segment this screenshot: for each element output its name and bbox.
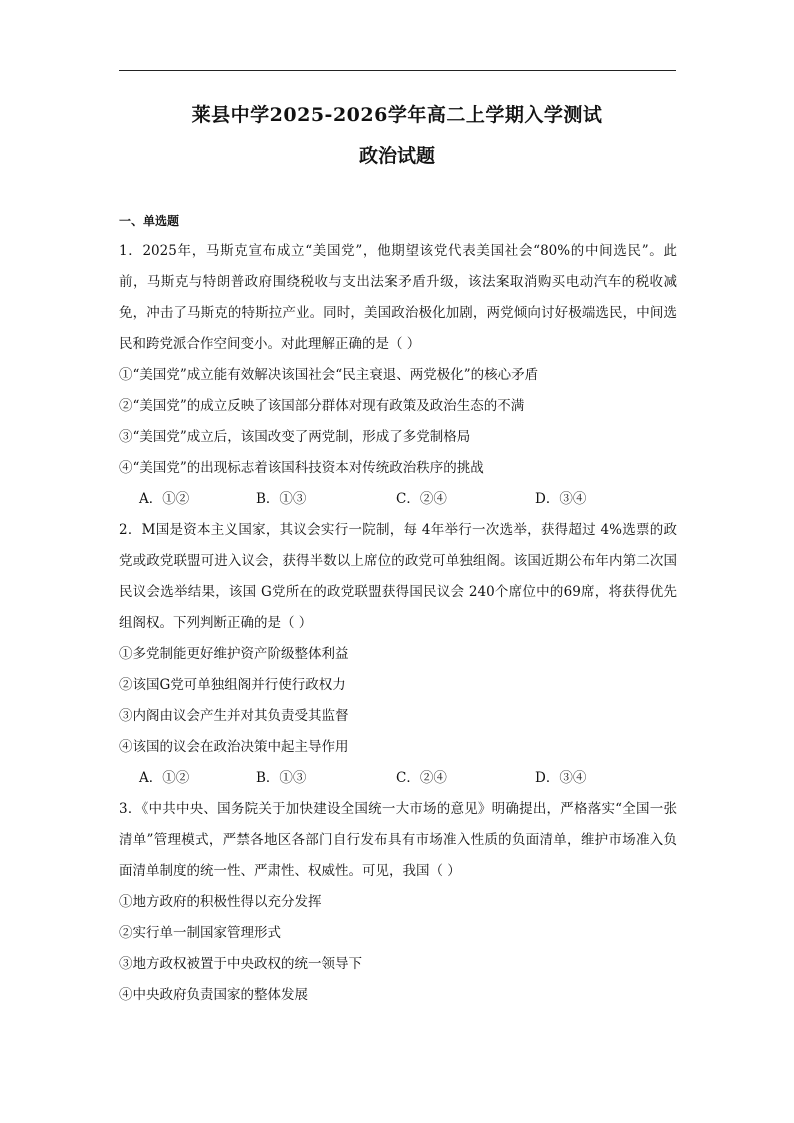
question-stem: 1．2025年，马斯克宣布成立“美国党”，他期望该党代表美国社会“80%的中间选民”。此前，马斯克与特朗普政府围绕税收与支出法案矛盾升级，该法案取消购买电动汽车的税收减免，冲击了马斯克的特斯拉产业。同时，美国政治极化加剧，两党倾向讨好极端选民，中间选民和跨党派合作空间变小。对此理解正确的是（ ） xyxy=(119,243,677,352)
choice-d: D．③④ xyxy=(535,770,587,786)
question-2 xyxy=(119,515,677,794)
question-3 xyxy=(119,794,677,1011)
section-heading: 一、单选题 xyxy=(119,214,180,228)
statement-option: ①多党制能更好维护资产阶级整体利益 xyxy=(119,646,349,662)
choice-d: D．③④ xyxy=(535,491,587,507)
choice-a: A．①② xyxy=(139,491,190,507)
statement-option: ③“美国党”成立后，该国改变了两党制，形成了多党制格局 xyxy=(119,429,471,445)
statement-option: ②“美国党”的成立反映了该国部分群体对现有政策及政治生态的不满 xyxy=(119,398,525,414)
question-stem: 2．M国是资本主义国家，其议会实行一院制，每 4年举行一次选举，获得超过 4%选票的政党或政党联盟可进入议会，获得半数以上席位的政党可单独组阁。该国近期公布年内第二次国民议会选举结果，该国 G党所在的政党联盟获得国民议会 240个席位中的69席，将获得优先组阁权。下列判断正确的是（ ） xyxy=(119,522,677,631)
answer-choices xyxy=(119,763,677,794)
question-list xyxy=(119,236,677,1011)
statement-option: ③地方政权被置于中央政权的统一领导下 xyxy=(119,956,362,972)
statement-option: ④中央政府负责国家的整体发展 xyxy=(119,987,308,1003)
statement-option: ④该国的议会在政治决策中起主导作用 xyxy=(119,739,349,755)
choice-a: A．①② xyxy=(139,770,190,786)
statement-option: ①地方政府的积极性得以充分发挥 xyxy=(119,894,322,910)
header-rule xyxy=(119,70,676,71)
statement-option: ③内阁由议会产生并对其负责受其监督 xyxy=(119,708,349,724)
choice-c: C．②④ xyxy=(396,491,447,507)
statement-option: ①“美国党”成立能有效解决该国社会“民主衰退、两党极化”的核心矛盾 xyxy=(119,367,539,383)
statement-option: ④“美国党”的出现标志着该国科技资本对传统政治秩序的挑战 xyxy=(119,460,484,476)
answer-choices xyxy=(119,484,677,515)
question-1 xyxy=(119,236,677,515)
exam-subject: 政治试题 xyxy=(358,145,435,167)
choice-b: B．①③ xyxy=(256,491,307,507)
statement-option: ②该国G党可单独组阁并行使行政权力 xyxy=(119,677,346,693)
choice-b: B．①③ xyxy=(256,770,307,786)
exam-title: 莱县中学2025-2026学年高二上学期入学测试 xyxy=(191,104,603,126)
question-stem: 3．《中共中央、国务院关于加快建设全国统一大市场的意见》明确提出，严格落实“全国一张清单”管理模式，严禁各地区各部门自行发布具有市场准入性质的负面清单，维护市场准入负面清单制度的统一性、严肃性、权威性。可见，我国（ ） xyxy=(119,801,677,879)
choice-c: C．②④ xyxy=(396,770,447,786)
statement-option: ②实行单一制国家管理形式 xyxy=(119,925,281,941)
